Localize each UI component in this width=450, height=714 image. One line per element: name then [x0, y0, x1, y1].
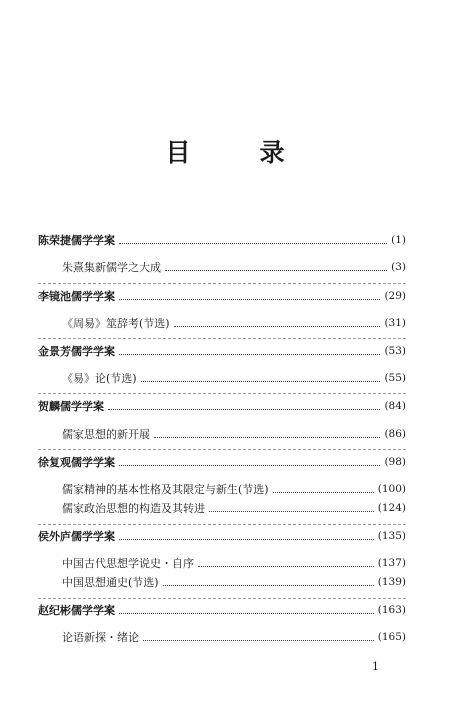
toc-entry-page: (100)	[377, 483, 406, 495]
toc-section-entry[interactable]	[38, 342, 406, 360]
toc-entry-page: (98)	[384, 456, 406, 468]
toc-entry-label: 朱熹集新儒学之大成	[62, 261, 161, 274]
page-number: 1	[372, 660, 379, 673]
toc-section-entry[interactable]	[38, 453, 406, 471]
toc-entry-page: (124)	[377, 502, 406, 514]
toc-entry-page: (135)	[377, 530, 406, 542]
toc-entry-page: (53)	[384, 345, 406, 357]
leader-dots	[273, 491, 374, 493]
toc-sub-entry[interactable]	[62, 480, 406, 498]
section-divider	[38, 338, 406, 339]
toc-sub-entry[interactable]	[62, 554, 406, 572]
toc-sub-entry[interactable]	[62, 573, 406, 591]
toc-section-entry[interactable]	[38, 397, 406, 415]
toc-entry-page: (29)	[384, 290, 406, 302]
toc-entry-label: 金景芳儒学学案	[38, 345, 115, 358]
toc-sub-entry[interactable]	[62, 369, 406, 387]
leader-dots	[119, 353, 380, 355]
toc-entry-label: 中国古代思想学说史・自序	[62, 557, 194, 570]
toc-entry-page: (31)	[384, 317, 406, 329]
toc-entry-label: 李镜池儒学学案	[38, 290, 115, 303]
section-divider	[38, 524, 406, 525]
leader-dots	[108, 408, 380, 410]
toc-entry-label: 中国思想通史(节选)	[62, 576, 159, 589]
leader-dots	[209, 510, 374, 512]
toc-entry-label: 徐复观儒学学案	[38, 456, 115, 469]
leader-dots	[119, 242, 387, 244]
toc-entry-page: (84)	[384, 400, 406, 412]
toc-entry-label: 儒家精神的基本性格及其限定与新生(节选)	[62, 483, 269, 496]
toc-entry-label: 《周易》筮辞考(节选)	[62, 317, 170, 330]
leader-dots	[143, 639, 374, 641]
toc-section-entry[interactable]	[38, 601, 406, 619]
leader-dots	[165, 269, 387, 271]
leader-dots	[119, 612, 374, 614]
leader-dots	[198, 565, 374, 567]
toc-entry-page: (137)	[377, 557, 406, 569]
leader-dots	[119, 538, 374, 540]
leader-dots	[163, 584, 374, 586]
toc-sub-entry[interactable]	[62, 425, 406, 443]
toc-entry-page: (3)	[391, 261, 406, 273]
leader-dots	[141, 380, 381, 382]
toc-entry-label: 儒家政治思想的构造及其转进	[62, 502, 205, 515]
toc-sub-entry[interactable]	[62, 499, 406, 517]
toc-entry-page: (86)	[384, 428, 406, 440]
toc-entry-label: 赵纪彬儒学学案	[38, 604, 115, 617]
toc-sub-entry[interactable]	[62, 628, 406, 646]
section-divider	[38, 283, 406, 284]
leader-dots	[174, 325, 381, 327]
toc-entry-label: 贺麟儒学学案	[38, 400, 104, 413]
section-divider	[38, 449, 406, 450]
section-divider	[38, 598, 406, 599]
toc-section-entry[interactable]	[38, 527, 406, 545]
toc-entry-page: (165)	[377, 631, 406, 643]
toc-entry-page: (139)	[377, 576, 406, 588]
toc-entry-label: 《易》论(节选)	[62, 372, 137, 385]
section-divider	[38, 393, 406, 394]
toc-section-entry[interactable]	[38, 231, 406, 249]
toc-sub-entry[interactable]	[62, 314, 406, 332]
toc-entry-label: 论语新探・绪论	[62, 631, 139, 644]
toc-entry-label: 陈荣捷儒学学案	[38, 234, 115, 247]
page-title: 目 录	[165, 138, 307, 167]
leader-dots	[119, 464, 380, 466]
toc-entry-label: 侯外庐儒学学案	[38, 530, 115, 543]
toc-entry-page: (55)	[384, 372, 406, 384]
toc-entry-label: 儒家思想的新开展	[62, 428, 150, 441]
leader-dots	[154, 436, 380, 438]
leader-dots	[119, 298, 380, 300]
toc-entry-page: (163)	[377, 604, 406, 616]
toc-sub-entry[interactable]	[62, 258, 406, 276]
toc-section-entry[interactable]	[38, 287, 406, 305]
toc-entry-page: (1)	[391, 234, 406, 246]
